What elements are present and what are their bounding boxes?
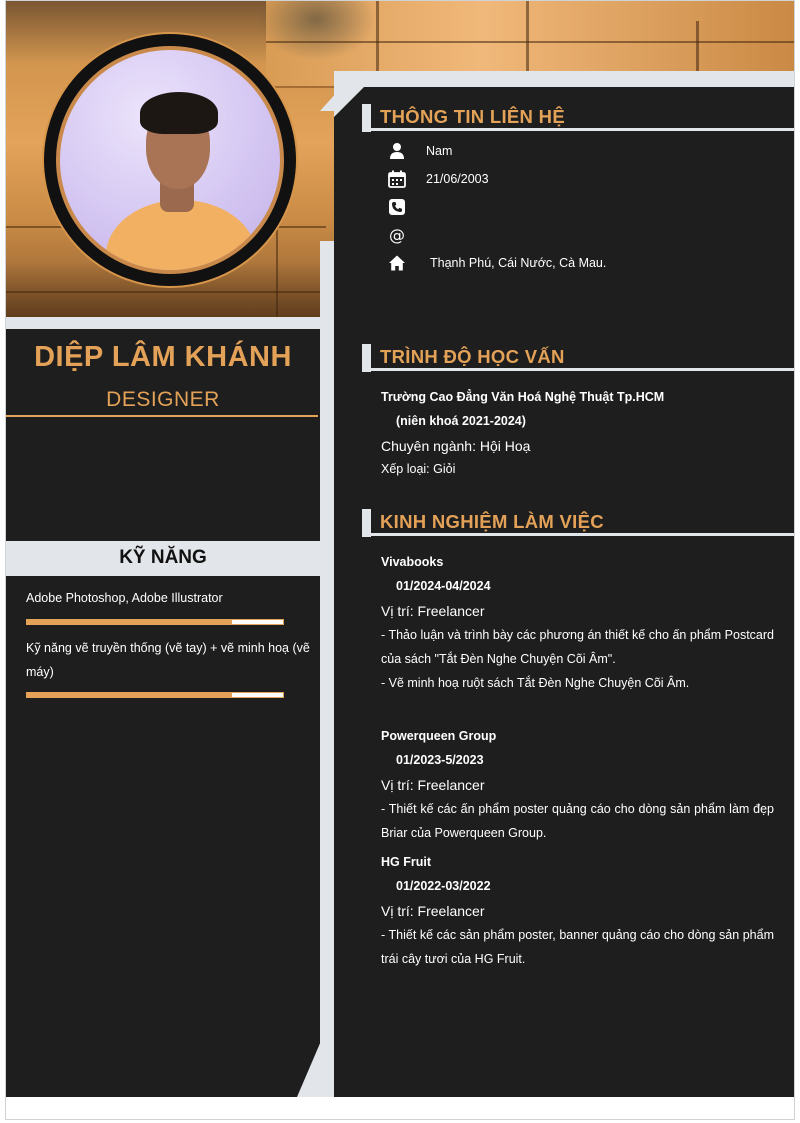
education-major: Chuyên ngành: Hội Hoạ — [381, 438, 531, 454]
at-icon — [388, 226, 406, 244]
skill-label: Adobe Photoshop, Adobe Illustrator — [26, 591, 223, 605]
person-role: DESIGNER — [106, 388, 220, 411]
education-years: (niên khoá 2021-2024) — [396, 414, 526, 428]
job-period: 01/2022-03/2022 — [396, 879, 491, 893]
person-name: DIỆP LÂM KHÁNH — [34, 341, 292, 373]
job-duty: - Thảo luận và trình bày các phương án thiết kế cho ấn phẩm Postcard của sách "Tắt Đèn Nghe Chuyện Cõi Âm". — [381, 628, 774, 666]
experience-title: KINH NGHIỆM LÀM VIỆC — [380, 511, 604, 532]
education-title: TRÌNH ĐỘ HỌC VẤN — [380, 346, 565, 367]
job-duty: - Thiết kế các sản phẩm poster, banner quảng cáo cho dòng sản phẩm trái cây tươi của HG Fruit. — [381, 928, 774, 966]
job-position: Vị trí: Freelancer — [381, 603, 485, 619]
name-divider — [6, 415, 318, 417]
skill-level-bar — [26, 619, 284, 625]
job-duty: - Thiết kế các ấn phẩm poster quảng cáo cho dòng sản phẩm làm đẹp Briar của Powerqueen Group. — [381, 802, 774, 840]
education-school: Trường Cao Đẳng Văn Hoá Nghệ Thuật Tp.HCM — [381, 390, 665, 404]
skill-level-fill — [27, 620, 232, 624]
name-panel — [6, 329, 320, 541]
job-company: HG Fruit — [381, 855, 431, 869]
education-rank: Xếp loại: Giỏi — [381, 462, 456, 476]
contact-gender: Nam — [426, 144, 453, 158]
job-company: Vivabooks — [381, 555, 444, 569]
person-icon — [388, 142, 406, 160]
calendar-icon — [388, 170, 406, 188]
job-position: Vị trí: Freelancer — [381, 903, 485, 919]
profile-photo — [56, 46, 284, 274]
avatar — [44, 34, 296, 286]
phone-icon — [388, 198, 406, 216]
skill-level-fill — [27, 693, 232, 697]
job-position: Vị trí: Freelancer — [381, 777, 485, 793]
skills-panel — [6, 576, 320, 1097]
job-company: Powerqueen Group — [381, 729, 497, 743]
job-duty: - Vẽ minh hoạ ruột sách Tắt Đèn Nghe Chuyện Cõi Âm. — [381, 676, 690, 690]
skill-level-bar — [26, 692, 284, 698]
skill-label: Kỹ năng vẽ truyền thống (vẽ tay) + vẽ minh hoạ (vẽ máy) — [26, 641, 310, 679]
job-period: 01/2023-5/2023 — [396, 753, 484, 767]
contact-title: THÔNG TIN LIÊN HỆ — [380, 106, 565, 127]
resume-page — [5, 0, 795, 1120]
contact-address: Thạnh Phú, Cái Nước, Cà Mau. — [430, 256, 607, 270]
contact-dob: 21/06/2003 — [426, 172, 489, 186]
skills-heading: KỸ NĂNG — [6, 541, 320, 575]
job-period: 01/2024-04/2024 — [396, 579, 491, 593]
svg-text:@: @ — [389, 226, 405, 244]
home-icon — [388, 254, 406, 272]
